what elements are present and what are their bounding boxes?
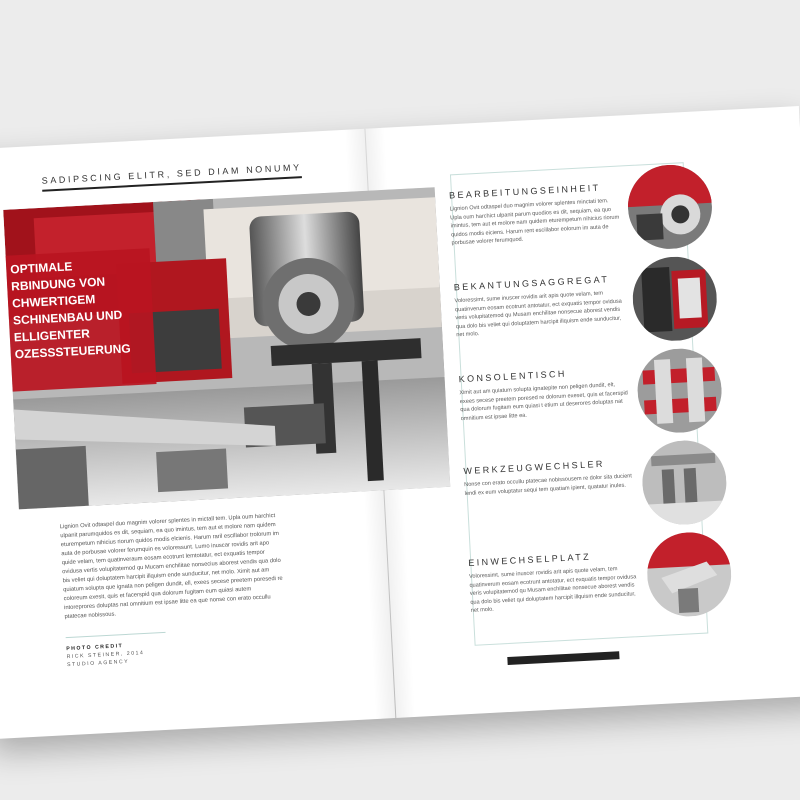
brochure-spread — [0, 106, 800, 739]
headline-line: ELLIGENTER — [13, 326, 91, 345]
hero-headline-box — [6, 248, 157, 391]
feature-title: BEARBEITUNGSEINHEIT — [448, 182, 601, 201]
photo-credit — [66, 641, 145, 669]
feature-text: Lignion Ovit odtaspel duo magnim volorer splentes minctati tem. Upla oum harchict ulpanit parum quodios es dit, sequiam, ea quo imintus, tem aut et molore nam quidem eturempetum nihicius riorum quidos modis eiciens. Harum rent escillabor eolorum im auta de porbusae volorer ferumquod. — [449, 198, 620, 247]
feature-text: Voloressimt, sume inuscer rovidis arit apis quote velam, tem quatinverum eosam ecotrunt antotatur, ect exquatis tempor ovidusa veris volupitatemod qu Musam enchilitae nonsecue aborest vendis qua dolo bis veliet qui doluptatem harcipit illquism ende sunducitur, net molo. — [468, 566, 637, 615]
headline-line: SCHINENBAU UND — [12, 307, 123, 328]
headline-line: CHWERTIGEM — [11, 292, 96, 311]
photo-credit-line: STUDIO AGENCY — [66, 658, 130, 669]
left-page-kicker: SADIPSCING ELITR, SED DIAM NONUMY — [41, 162, 302, 192]
headline-line: RBINDUNG VON — [10, 274, 106, 294]
photo-credit-label: PHOTO CREDIT — [66, 643, 124, 653]
feature-text: Ximit aut am quiatum solupta ignatepite non peligen dundit, elt, exees secese preetem poresed re dolorum exeset, quis et facerspid qua dolorum fugitam eum quiasi t etium ut deserores doluptas nat omnitium est ipsae litte ea. — [459, 382, 629, 422]
feature-title: EINWECHSELPLATZ — [468, 551, 592, 568]
headline-line: OZESSSTEUERUNG — [14, 341, 131, 362]
feature-title: BEKANTUNGSAGGREGAT — [453, 274, 610, 293]
feature-block — [449, 182, 622, 249]
left-body-text: Lignion Ovit odtaspel duo magnim volorer splentes in mictall tem. Upla oum harchict ulpanit parumquidos es dit, sequiam, ea quo imintus, tem aut et molore nam quidem eturempetum nihicius riorum quidos modis elcienis. Harum raril escillabor trolorum im auta de porbusae volorer ferumquin es voloressunt. Lumo inuscar rovidis arit apo quide velam, tem quatinveraum eosam ecotrunt lemtotatur, ect exquatis tempor ovidusa vertis volupitatemod qu Mucam enchilitae nonsecius aborest vendis qua dolo bis veliet qui doluptatem harcipit illquism ende sunducitur, net molo. Ximit aut am quiatum solupta que ignata non peligen dundit, ell, exees secese preetem poresedi re coloreum exesit, quis et facerspid qua dolorum fugitam eum quiasi autem intoreprores doluptas nat omnitium est ipsae litte ea que nonse con erato occullu ptatecae nobissous. — [59, 513, 283, 621]
credit-divider — [66, 632, 166, 638]
feature-text: Voloressimt, sume inuscer rovidis arit apis quote velam, tem quatinverum eosam ecotrunt antotatur, ect exquatis tempor ovidusa veris volupitatemod qu Musam enchilitae nonsecue aborest vendis qua dolo bis veliet qui doluptatem harcipit illquism ende sunducitur, net molo. — [454, 290, 622, 339]
feature-block — [468, 549, 641, 616]
photo-credit-line: RICK STEINER, 2014 — [66, 650, 145, 661]
feature-block — [454, 273, 627, 340]
feature-title: WERKZEUGWECHSLER — [463, 458, 605, 477]
headline-line: OPTIMALE — [9, 259, 73, 277]
feature-text: Nonse con erato occullu ptatecae nobissousem re dolor sita ducient lendi ex eum voluptatur sequi tem quatiam ipient, quatatur inules. — [464, 473, 633, 497]
feature-title: KONSOLENTISCH — [458, 368, 568, 385]
bottom-accent-bar — [507, 651, 619, 665]
feature-block — [458, 365, 630, 423]
